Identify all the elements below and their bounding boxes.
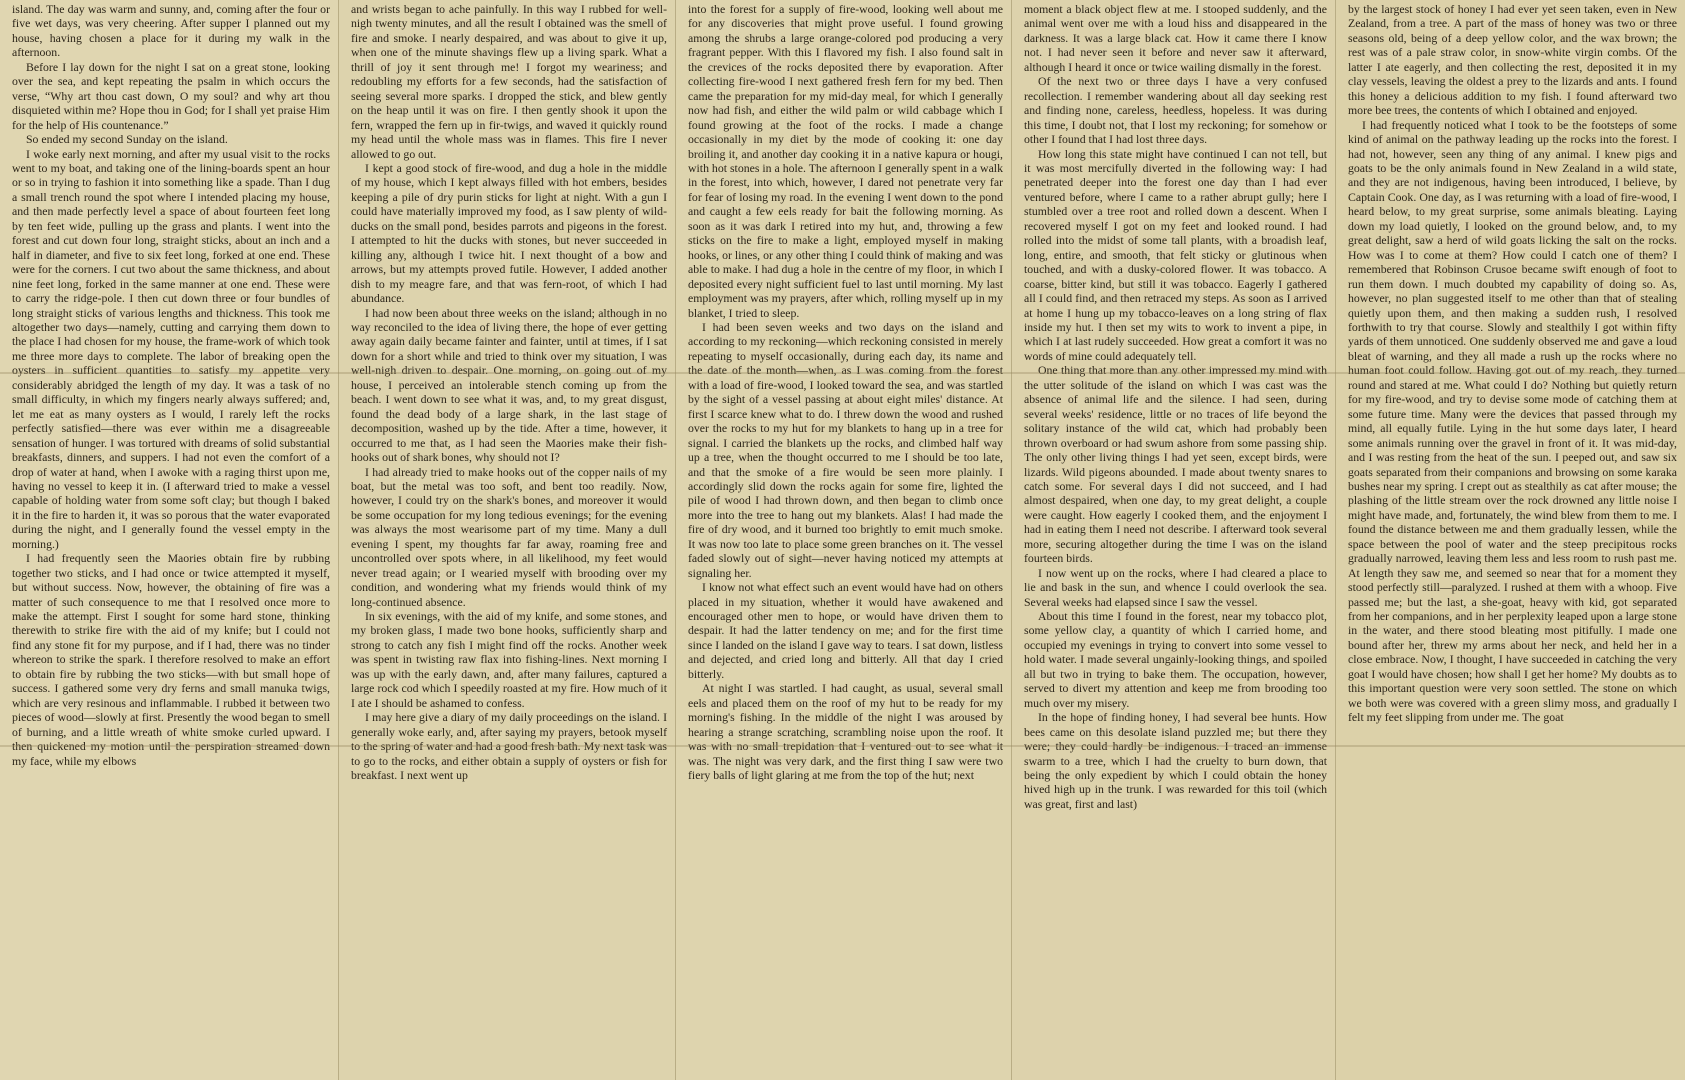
paragraph: I now went up on the rocks, where I had cleared a place to lie and bask in the sun, and whence I could overlook the sea. Several weeks had elapsed since I saw the vessel.: [1024, 565, 1327, 609]
paragraph: by the largest stock of honey I had ever yet seen taken, even in New Zealand, from a tree. A part of the mass of honey was two or three seasons old, being of a deep yellow color, and the wax brown; the rest was of a pale straw color, in snow-white virgin combs. Of the latter I ate eagerly, and then collecting the rest, deposited it in my clay vessels, leaving the oldest a prey to the lizards and ants. I found this honey a delicious addition to my fish. I found afterward two more bee trees, the contents of which I obtained and enjoyed.: [1348, 2, 1677, 118]
paragraph: Before I lay down for the night I sat on a great stone, looking over the sea, and kept repeating the psalm in which occurs the verse, “Why art thou cast down, O my soul? and why art thou disquieted within me? Hope thou in God; for I shall yet praise Him for the help of His countenance.”: [12, 59, 330, 132]
paragraph: I had now been about three weeks on the island; although in no way reconciled to the idea of living there, the hope of ever getting away again daily became fainter and fainter, until at times, if I sat down for a short while and tried to think over my situation, I was well-nigh driven to despair. One morning, on going out of my house, I perceived an intolerable stench coming up from the beach. I went down to see what it was, and, to my great disgust, found the dead body of a large shark, in the last stage of decomposition, washed up by the tide. After a time, however, it occurred to me that, as I had seen the Maories make their fish-hooks out of shark bones, why should not I?: [351, 305, 667, 465]
paragraph: I had frequently seen the Maories obtain fire by rubbing together two sticks, and I had once or twice attempted it myself, but without success. Now, however, the obtaining of fire was a matter of such consequence to me that I resolved once more to make the attempt. First I sought for some hard stone, thinking therewith to strike fire with the aid of my knife; but I could not find any stone fit for my purpose, and if I had, there was no tinder whereon to strike the spark. I therefore resolved to make an effort to obtain fire by rubbing the two sticks—with but small hope of success. I gathered some very dry ferns and small manuka twigs, which are very resinous and inflammable. I rubbed it between two pieces of wood—slowly at first. Presently the wood began to smell of burning, and a little wreath of white smoke curled upward. I then quickened my motion until the perspiration streamed down my face, while my elbows: [12, 551, 330, 768]
paragraph: At night I was startled. I had caught, as usual, several small eels and placed them on the roof of my hut to be ready for my morning's fishing. In the middle of the night I was aroused by hearing a strange scratching, scrambling noise upon the roof. It was with no small trepidation that I ventured out to see what it was. The night was very dark, and the first thing I saw were two fiery balls of light glaring at me from the top of the hut; next: [688, 681, 1003, 783]
paragraph: One thing that more than any other impressed my mind with the utter solitude of the island on which I was cast was the absence of animal life and the silence. I had seen, during several weeks' residence, little or no traces of life beyond the solitary instance of the wild cat, which had probably been thrown overboard or had swum ashore from some passing ship. The only other living things I had yet seen, except birds, were lizards. Wild pigeons abounded. I made about twenty snares to catch some. For several days I did not succeed, and I had almost despaired, when one day, to my great delight, a couple were caught. How eagerly I cooked them, and the enjoyment I had in eating them I need not describe. I afterward took several more, securing altogether during the time I was on the island fourteen birds.: [1024, 363, 1327, 566]
text-column-4: [1011, 0, 1335, 1080]
paragraph: I kept a good stock of fire-wood, and dug a hole in the middle of my house, which I kept always filled with hot embers, besides keeping a pile of dry purin sticks for light at night. With a gun I could have materially improved my food, as I saw plenty of wild-ducks on the small pond, besides parrots and pigeons in the forest. I attempted to hit the ducks with stones, but never succeeded in killing any, although I twice hit. I next thought of a bow and arrows, but my attempts proved futile. However, I added another dish to my meagre fare, and that was fern-root, of which I had abundance.: [351, 160, 667, 306]
text-column-2: [338, 0, 675, 1080]
paragraph: In six evenings, with the aid of my knife, and some stones, and my broken glass, I made two bone hooks, sufficiently sharp and strong to catch any fish I might find off the rocks. Another week was spent in twisting raw flax into fishing-lines. Next morning I was up with the early dawn, and, after many failures, captured a large rock cod which I speedily roasted at my fire. How much of it I ate I should be ashamed to confess.: [351, 609, 667, 710]
paragraph: I had frequently noticed what I took to be the footsteps of some kind of animal on the pathway leading up the rocks into the forest. I had not, however, seen any thing of any animal. I knew pigs and goats to be the only animals found in New Zealand in a wild state, and they are not indigenous, having been introduced, I believe, by Captain Cook. One day, as I was returning with a load of fire-wood, I heard below, to my great surprise, some animals bleating. Laying down my load quietly, I looked on the ground below, and, to my great delight, saw a herd of wild goats licking the salt on the rocks. How was I to come at them? How could I catch one of them? I remembered that Robinson Crusoe became swift enough of foot to run them down. I much doubted my capability of doing so. As, however, no plan suggested itself to me other than that of stealing quietly upon them, and then making a sudden rush, I resolved forthwith to try that course. Slowly and stealthily I got within fifty yards of them unnoticed. One suddenly observed me and gave a loud bleat of warning, and they all made a rush up the rocks where no human foot could follow. Having got out of my reach, they turned round and stared at me. What could I do? Nothing but quietly return for my fire-wood, and try to devise some mode of catching them at some future time. Many were the devices that passed through my mind, all equally futile. Lying in the hut some days later, I heard some animals running over the gravel in front of it. It was mid-day, and I was resting from the heat of the sun. I peeped out, and saw six goats separated from their companions and browsing on some karaka bushes near my spring. I crept out as stealthily as cat after mouse; the plashing of the little stream over the rock drowned any little noise I might have made, and, fortunately, the wind blew from them to me. I found the distance between me and them gradually lessen, while the space between the pool of water and the steep precipitous rocks gradually narrowed, leaving them less and less room to rush past me. At length they saw me, and seemed so near that for a moment they stood perfectly still—paralyzed. I rushed at them with a whoop. Five passed me; but the last, a she-goat, heavy with kid, got separated from her companions, and in her perplexity leaped upon a large stone in the water, and there stood bleating most pitifully. I made one bound after her, threw my arms about her neck, and held her in a close embrace. Now, I thought, I have succeeded in catching the very goat I would have chosen; how shall I get her home? My doubts as to this important question were very soon settled. The stone on which we both were was covered with a green slimy moss, and gradually I felt my feet slipping from under me. The goat: [1348, 117, 1677, 725]
paragraph: I may here give a diary of my daily proceedings on the island. I generally woke early, and, after saying my prayers, betook myself to the spring of water and had a good fresh bath. My next task was to go to the rocks, and either obtain a supply of oysters or fish for breakfast. I next went up: [351, 710, 667, 783]
paragraph: How long this state might have continued I can not tell, but it was most mercifully diverted in the following way: I had penetrated deeper into the forest one day than I had ever ventured before, where I came to a rather abrupt gully; here I stumbled over a tree root and rolled down a descent. When I recovered myself I got on my feet and looked round. I had rolled into the midst of some tall plants, with a broadish leaf, long, entire, and smooth, that felt sticky or glutinous when touched, and with a dusky-colored flower. It was tobacco. A coarse, bitter kind, but still it was tobacco. Eagerly I gathered all I could find, and then retraced my steps. As soon as I arrived at home I hung up my tobacco-leaves on a long string of flax inside my hut. I then set my wits to work to invent a pipe, in which I at last rudely succeeded. How great a comfort it was no words of mine could adequately tell.: [1024, 146, 1327, 363]
paragraph: I woke early next morning, and after my usual visit to the rocks went to my boat, and taking one of the lining-boards spent an hour or so in trying to fashion it into something like a spade. Than I dug a small trench round the spot where I intended placing my house, and then made perfectly level a space of about fourteen feet long by ten feet wide, pulling up the grass and plants. I went into the forest and cut down four long, straight sticks, about an inch and a half in diameter, and five to six feet long, forked at one end. These were for the corners. I cut two about the same thickness, and about nine feet long, forked in the same manner at one end. These were to carry the ridge-pole. I then cut down three or four bundles of long straight sticks of various lengths and thickness. This took me altogether two days—namely, cutting and carrying them down to the place I had chosen for my house, the frame-work of which took me three more days to complete. The labor of breaking open the oysters in sufficient quantities to satisfy my appetite very considerably abridged the length of my day. It was a task of no small difficulty, in which my fingers nearly always suffered; and, let me eat as many oysters as I would, I rarely left the rocks perfectly satisfied—there was ever within me a disagreeable sensation of hunger. I was tortured with dreams of solid substantial breakfasts, dinners, and suppers. I had not even the comfort of a drop of water at hand, when I awoke with a raging thirst upon me, having no vessel to keep it in. (I afterward tried to make a vessel capable of holding water from some soft clay; but though I baked it in the fire to harden it, it was so porous that the water evaporated during the night, and I generally found the vessel empty in the morning.): [12, 146, 330, 551]
paragraph: moment a black object flew at me. I stooped suddenly, and the animal went over me with a loud hiss and disappeared in the darkness. It was a large black cat. How it came there I know not. I had never seen it before and never saw it afterward, although I heard it once or twice wailing dismally in the forest.: [1024, 2, 1327, 74]
paragraph: About this time I found in the forest, near my tobacco plot, some yellow clay, a quantity of which I carried home, and occupied my evenings in trying to convert into some vessel to hold water. I made several ungainly-looking things, and spoiled all but two in trying to bake them. The occupation, however, served to divert my attention and keep me from brooding too much over my misery.: [1024, 609, 1327, 710]
paragraph: Of the next two or three days I have a very confused recollection. I remember wandering about all day seeking rest and finding none, careless, heedless, hopeless. It was during this time, I doubt not, that I lost my reckoning; for somehow or other I found that I had lost three days.: [1024, 74, 1327, 147]
text-column-3: [675, 0, 1011, 1080]
paragraph: into the forest for a supply of fire-wood, looking well about me for any discoveries that might prove useful. I found growing among the shrubs a large orange-colored pod producing a very fragrant pepper. With this I flavored my fish. I also found salt in the crevices of the rocks deposited there by evaporation. After collecting fire-wood I next gathered fresh fern for my bed. Then came the preparation for my mid-day meal, for which I generally now had fish, and either the wild palm or wild cabbage which I found growing at the foot of the rocks. I made a change occasionally in my diet by the mode of cooking it: one day broiling it, and another day cooking it in a native kapura or hougi, with hot stones in a hole. The afternoon I generally spent in a walk in the forest, into which, however, I dared not penetrate very far for fear of losing my road. In the evening I went down to the pond and caught a few eels ready for bait the following morning. As soon as it was dark I retired into my hut, and, throwing a few sticks on the fire to make a light, employed myself in making hooks, or lines, or any other thing I could think of making and was able to make. I had dug a hole in the centre of my floor, in which I deposited every night sufficient fuel to last until morning. My last employment was my prayers, after which, rolling myself up in my blanket, I tried to sleep.: [688, 2, 1003, 320]
paragraph: I had already tried to make hooks out of the copper nails of my boat, but the metal was too soft, and bent too readily. Now, however, I could try on the shark's bones, and moreover it would be some occupation for my long tedious evenings; for the evening was always the most wearisome part of my time. Many a dull evening I spent, my thoughts far far away, roaming free and uncontrolled over spots where, in all likelihood, my feet would never tread again; or I wearied myself with brooding over my condition, and wondering what my friends would think of my long-continued absence.: [351, 464, 667, 609]
paragraph: In the hope of finding honey, I had several bee hunts. How bees came on this desolate island puzzled me; but there they were; they could hardly be indigenous. I traced an immense swarm to a tree, which I had the cruelty to burn down, that being the only expedient by which I could obtain the honey hived high up in the trunk. I was rewarded for this toil (which was great, first and last): [1024, 710, 1327, 811]
paragraph: and wrists began to ache painfully. In this way I rubbed for well-nigh twenty minutes, and all the result I obtained was the smell of fire and smoke. I nearly despaired, and was about to give it up, when one of the minute shavings flew up a living spark. What a thrill of joy it sent through me! I forgot my weariness; and redoubling my efforts for a few seconds, had the satisfaction of seeing several more sparks. I dropped the stick, and blew gently on the heap until it was on fire. I then gently shook it upon the fern, wrapped the fern up in fir-twigs, and waved it quickly round my head until the whole mass was in flames. This fire I never allowed to go out.: [351, 2, 667, 161]
paragraph: island. The day was warm and sunny, and, coming after the four or five wet days, was very cheering. After supper I planned out my house, having chosen a place for it during my walk in the afternoon.: [12, 2, 330, 60]
paper-fold-line: [0, 745, 1685, 747]
paper-fold-line: [0, 372, 1685, 374]
paragraph: So ended my second Sunday on the island.: [26, 132, 228, 147]
text-column-1: [0, 0, 338, 1080]
paragraph: I had been seven weeks and two days on the island and according to my reckoning—which reckoning consisted in merely repeating to myself occasionally, during each day, its name and the date of the month—when, as I was coming from the forest with a load of fire-wood, I looked toward the sea, and was startled by the sight of a vessel passing at about eight miles' distance. At first I scarce knew what to do. I threw down the wood and rushed over the rocks to my hut for my blankets to hang up in a tree for signal. I carried the blankets up the rocks, and climbed half way up a tree, when the thought occurred to me I should be too late, and that the smoke of a fire would be seen more plainly. I accordingly slid down the rocks again for some fire, lighted the pile of wood I had thrown down, and then began to climb once more into the tree to hang out my blankets. Alas! I had made the fire of dry wood, and it burned too brightly to emit much smoke. It was now too late to place some green branches on it. The vessel faded slowly out of sight—never having noticed my attempts at signaling her.: [688, 319, 1003, 580]
text-column-5: [1335, 0, 1685, 1080]
paragraph: I know not what effect such an event would have had on others placed in my situation, whether it would have awakened and encouraged other men to hope, or would have driven them to despair. It had the latter tendency on me; and for the first time since I landed on the island I gave way to tears. I sat down, listless and dejected, and cried long and bitterly. All that day I cried bitterly.: [688, 580, 1003, 681]
